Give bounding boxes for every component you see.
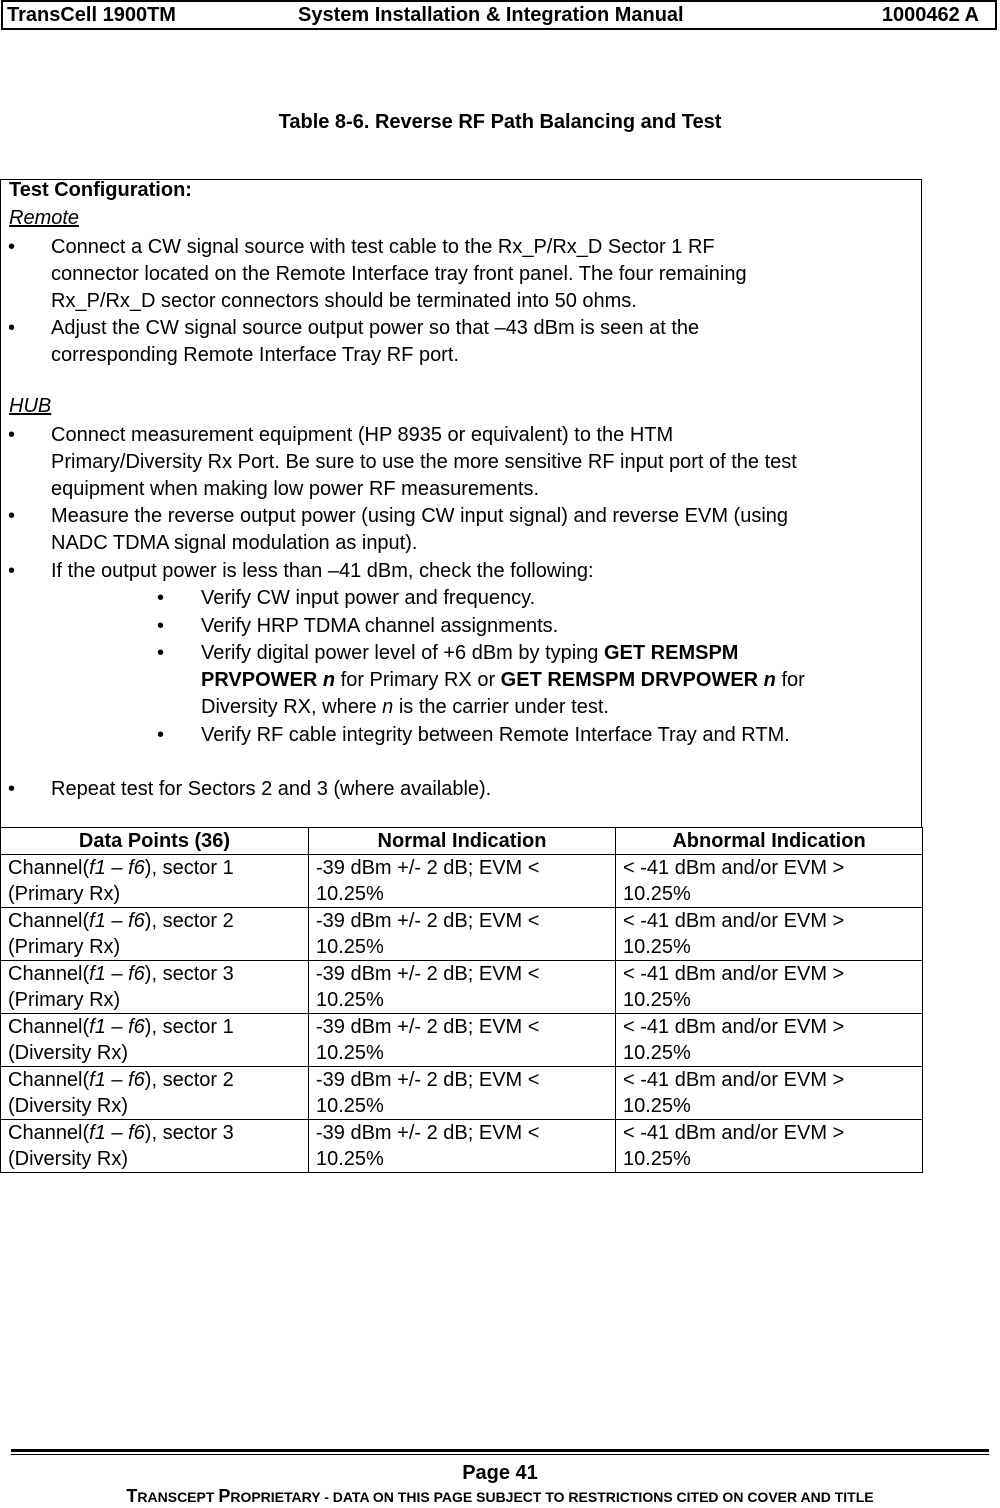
channel-start: f1 bbox=[89, 1122, 106, 1144]
channel-end: f6 bbox=[128, 1016, 145, 1038]
bullet-icon: • bbox=[157, 724, 165, 746]
config-heading: Test Configuration: bbox=[9, 179, 192, 201]
normal-indication-cell bbox=[309, 1014, 616, 1067]
page-header bbox=[1, 0, 997, 30]
column-header-normal: Normal Indication bbox=[309, 828, 616, 855]
remote-bullet-1-line-2: connector located on the Remote Interface tray front panel. The four remaining bbox=[51, 263, 747, 285]
normal-indication-cell bbox=[309, 908, 616, 961]
channel-prefix: Channel( bbox=[8, 857, 90, 879]
bullet-icon: • bbox=[157, 642, 165, 664]
channel-start: f1 bbox=[89, 910, 106, 932]
notice-text: P bbox=[218, 1486, 231, 1506]
data-point-line-1 bbox=[8, 908, 308, 934]
header-manual-title: System Installation & Integration Manual bbox=[298, 4, 684, 26]
notice-text: ROPRIETARY - DATA ON THIS PAGE SUBJECT TO RESTRICTIONS CITED ON COVER AND TITLE bbox=[230, 1489, 874, 1505]
data-point-cell bbox=[1, 1120, 309, 1173]
header-product: TransCell 1900TM bbox=[7, 4, 176, 26]
abnormal-indication-cell bbox=[616, 961, 923, 1014]
remote-bullet-1-line-1: Connect a CW signal source with test cable to the Rx_P/Rx_D Sector 1 RF bbox=[51, 236, 715, 258]
hub-bullet-1-line-3: equipment when making low power RF measurements. bbox=[51, 478, 539, 500]
footer-rule bbox=[11, 1449, 989, 1452]
normal-indication-line-1: -39 dBm +/- 2 dB; EVM < bbox=[316, 1122, 540, 1144]
rx-path: (Primary Rx) bbox=[8, 989, 121, 1011]
abnormal-indication-line-1: < -41 dBm and/or EVM > bbox=[623, 910, 845, 932]
normal-indication-line-2: 10.25% bbox=[316, 936, 384, 958]
command-variable: n bbox=[763, 669, 776, 691]
sector-label: ), sector 2 bbox=[144, 910, 234, 932]
sector-label: ), sector 1 bbox=[144, 1016, 234, 1038]
carrier-variable: n bbox=[382, 696, 394, 718]
abnormal-indication-line-2: 10.25% bbox=[623, 936, 691, 958]
bullet-icon: • bbox=[157, 615, 165, 637]
channel-dash: – bbox=[105, 910, 129, 932]
sub-bullet-3-line-2 bbox=[201, 668, 805, 692]
normal-indication-cell bbox=[309, 961, 616, 1014]
channel-start: f1 bbox=[89, 963, 106, 985]
notice-text: RANSCEPT bbox=[137, 1489, 219, 1505]
sector-label: ), sector 2 bbox=[144, 1069, 234, 1091]
normal-indication-line-2: 10.25% bbox=[316, 1095, 384, 1117]
normal-indication-line-1: -39 dBm +/- 2 dB; EVM < bbox=[316, 963, 540, 985]
abnormal-indication-cell bbox=[616, 1067, 923, 1120]
hub-bullet-3-line-1: If the output power is less than –41 dBm, check the following: bbox=[51, 560, 594, 582]
table-row bbox=[1, 1067, 923, 1120]
channel-end: f6 bbox=[128, 1122, 145, 1144]
rx-path: (Primary Rx) bbox=[8, 883, 121, 905]
sub-bullet-3-text: for Primary RX or bbox=[335, 669, 501, 691]
channel-dash: – bbox=[105, 1069, 129, 1091]
abnormal-indication-cell bbox=[616, 855, 923, 908]
channel-end: f6 bbox=[128, 1069, 145, 1091]
data-point-cell bbox=[1, 1067, 309, 1120]
sub-bullet-1: Verify CW input power and frequency. bbox=[201, 587, 536, 609]
channel-prefix: Channel( bbox=[8, 1069, 90, 1091]
data-point-cell bbox=[1, 1014, 309, 1067]
remote-bullet-1-line-3: Rx_P/Rx_D sector connectors should be terminated into 50 ohms. bbox=[51, 290, 637, 312]
abnormal-indication-cell bbox=[616, 1120, 923, 1173]
channel-dash: – bbox=[105, 1016, 129, 1038]
page-number: Page 41 bbox=[462, 1462, 538, 1484]
data-point-cell bbox=[1, 961, 309, 1014]
normal-indication-line-2: 10.25% bbox=[316, 989, 384, 1011]
normal-indication-cell bbox=[309, 855, 616, 908]
bullet-icon: • bbox=[8, 505, 16, 527]
column-header-data-points: Data Points (36) bbox=[1, 828, 309, 855]
channel-dash: – bbox=[105, 1122, 129, 1144]
normal-indication-line-1: -39 dBm +/- 2 dB; EVM < bbox=[316, 1016, 540, 1038]
channel-prefix: Channel( bbox=[8, 963, 90, 985]
table-row bbox=[1, 908, 923, 961]
channel-end: f6 bbox=[128, 857, 145, 879]
normal-indication-line-2: 10.25% bbox=[316, 883, 384, 905]
hub-bullet-2-line-1: Measure the reverse output power (using CW input signal) and reverse EVM (using bbox=[51, 505, 789, 527]
sub-bullet-2: Verify HRP TDMA channel assignments. bbox=[201, 615, 559, 637]
normal-indication-line-1: -39 dBm +/- 2 dB; EVM < bbox=[316, 910, 540, 932]
abnormal-indication-line-2: 10.25% bbox=[623, 1042, 691, 1064]
remote-bullet-2-line-1: Adjust the CW signal source output power so that –43 dBm is seen at the bbox=[51, 317, 700, 339]
channel-end: f6 bbox=[128, 910, 145, 932]
table-row bbox=[1, 1014, 923, 1067]
hub-bullet-2-line-2: NADC TDMA signal modulation as input). bbox=[51, 532, 418, 554]
data-point-line-1 bbox=[8, 1120, 308, 1146]
sector-label: ), sector 1 bbox=[144, 857, 234, 879]
hub-bullet-1-line-1: Connect measurement equipment (HP 8935 or equivalent) to the HTM bbox=[51, 424, 674, 446]
rx-path: (Diversity Rx) bbox=[8, 1095, 128, 1117]
data-point-line-1 bbox=[8, 1014, 308, 1040]
abnormal-indication-line-1: < -41 dBm and/or EVM > bbox=[623, 857, 845, 879]
hub-section-label: HUB bbox=[9, 395, 52, 417]
bullet-icon: • bbox=[8, 236, 16, 258]
column-header-abnormal: Abnormal Indication bbox=[616, 828, 923, 855]
channel-prefix: Channel( bbox=[8, 910, 90, 932]
channel-end: f6 bbox=[128, 963, 145, 985]
normal-indication-cell bbox=[309, 1067, 616, 1120]
rx-path: (Diversity Rx) bbox=[8, 1148, 128, 1170]
sector-label: ), sector 3 bbox=[144, 963, 234, 985]
abnormal-indication-cell bbox=[616, 908, 923, 961]
data-point-line-1 bbox=[8, 961, 308, 987]
data-point-line-1 bbox=[8, 855, 308, 881]
bullet-icon: • bbox=[8, 560, 16, 582]
sub-bullet-3-text: for bbox=[775, 669, 805, 691]
channel-prefix: Channel( bbox=[8, 1122, 90, 1144]
normal-indication-line-2: 10.25% bbox=[316, 1148, 384, 1170]
normal-indication-cell bbox=[309, 1120, 616, 1173]
header-doc-number: 1000462 A bbox=[881, 4, 979, 26]
sub-bullet-3-text: is the carrier under test. bbox=[393, 696, 609, 718]
data-points-table bbox=[0, 827, 923, 1173]
table-row bbox=[1, 961, 923, 1014]
remote-section-label: Remote bbox=[9, 207, 80, 229]
sub-bullet-3-text: Diversity RX, where bbox=[201, 696, 383, 718]
normal-indication-line-2: 10.25% bbox=[316, 1042, 384, 1064]
data-point-cell bbox=[1, 855, 309, 908]
bullet-icon: • bbox=[8, 424, 16, 446]
table-header-row bbox=[1, 828, 923, 855]
sub-bullet-3-line-1 bbox=[201, 641, 738, 665]
abnormal-indication-line-2: 10.25% bbox=[623, 883, 691, 905]
abnormal-indication-line-1: < -41 dBm and/or EVM > bbox=[623, 1122, 845, 1144]
rx-path: (Diversity Rx) bbox=[8, 1042, 128, 1064]
command-variable: n bbox=[322, 669, 336, 691]
channel-dash: – bbox=[105, 857, 129, 879]
data-point-cell bbox=[1, 908, 309, 961]
bullet-icon: • bbox=[8, 317, 16, 339]
sub-bullet-3-text: Verify digital power level of +6 dBm by typing bbox=[201, 642, 604, 664]
abnormal-indication-line-1: < -41 dBm and/or EVM > bbox=[623, 1069, 845, 1091]
data-point-line-1 bbox=[8, 1067, 308, 1093]
sub-bullet-3-line-3 bbox=[201, 695, 609, 719]
table-title: Table 8-6. Reverse RF Path Balancing and Test bbox=[278, 111, 722, 133]
proprietary-notice bbox=[0, 1486, 1000, 1507]
footer-rule bbox=[11, 1454, 989, 1455]
sector-label: ), sector 3 bbox=[144, 1122, 234, 1144]
command-text: GET REMSPM DRVPOWER bbox=[500, 669, 764, 691]
rx-path: (Primary Rx) bbox=[8, 936, 121, 958]
abnormal-indication-line-2: 10.25% bbox=[623, 1095, 691, 1117]
hub-bullet-1-line-2: Primary/Diversity Rx Port. Be sure to use the more sensitive RF input port of the test bbox=[51, 451, 797, 473]
command-text: PRVPOWER bbox=[201, 669, 323, 691]
sub-bullet-4: Verify RF cable integrity between Remote Interface Tray and RTM. bbox=[201, 724, 790, 746]
abnormal-indication-cell bbox=[616, 1014, 923, 1067]
remote-bullet-2-line-2: corresponding Remote Interface Tray RF port. bbox=[51, 344, 459, 366]
repeat-instruction: Repeat test for Sectors 2 and 3 (where available). bbox=[51, 778, 492, 800]
abnormal-indication-line-1: < -41 dBm and/or EVM > bbox=[623, 963, 845, 985]
test-configuration-box bbox=[0, 179, 922, 828]
notice-text: T bbox=[126, 1486, 138, 1506]
normal-indication-line-1: -39 dBm +/- 2 dB; EVM < bbox=[316, 857, 540, 879]
normal-indication-line-1: -39 dBm +/- 2 dB; EVM < bbox=[316, 1069, 540, 1091]
channel-start: f1 bbox=[89, 857, 106, 879]
channel-dash: – bbox=[105, 963, 129, 985]
command-text: GET REMSPM bbox=[604, 642, 739, 664]
channel-start: f1 bbox=[89, 1069, 106, 1091]
abnormal-indication-line-2: 10.25% bbox=[623, 1148, 691, 1170]
table-row bbox=[1, 1120, 923, 1173]
abnormal-indication-line-2: 10.25% bbox=[623, 989, 691, 1011]
channel-start: f1 bbox=[89, 1016, 106, 1038]
bullet-icon: • bbox=[157, 587, 165, 609]
table-row bbox=[1, 855, 923, 908]
bullet-icon: • bbox=[8, 778, 16, 800]
channel-prefix: Channel( bbox=[8, 1016, 90, 1038]
abnormal-indication-line-1: < -41 dBm and/or EVM > bbox=[623, 1016, 845, 1038]
